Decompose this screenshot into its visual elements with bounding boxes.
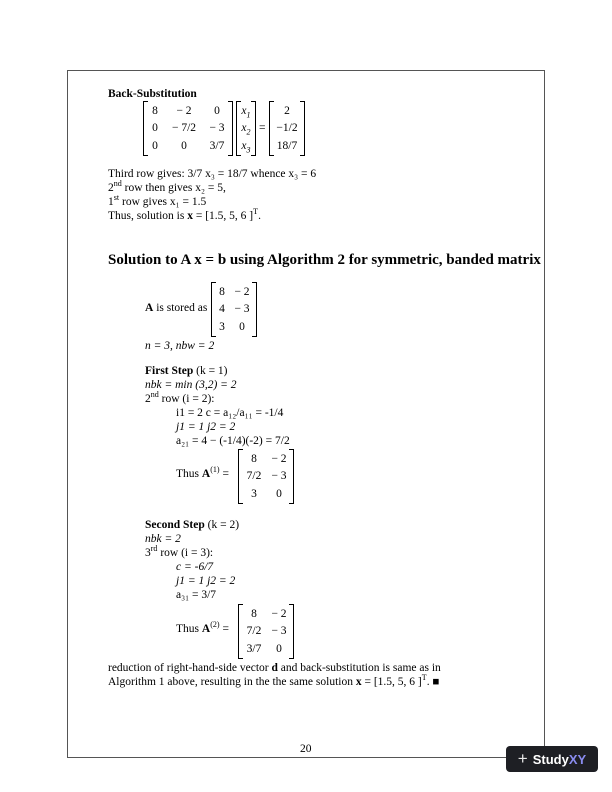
vector-x-cell: $x_1$ <box>241 105 251 120</box>
second-step-row: 3rd row (i = 3): <box>145 544 214 559</box>
first-step-row: 2nd row (i = 2): <box>145 390 215 405</box>
first-step-line3: a₂₁ = 4 − (-1/4)(-2) = 7/2 <box>176 435 290 447</box>
first-step-matrix-cell: − 3 <box>271 470 287 482</box>
back-substitution-title: Back-Substitution <box>108 88 197 100</box>
matrix-a-cell: − 7/2 <box>171 122 197 134</box>
plus-icon: + <box>517 749 528 768</box>
first-step-nbk: nbk = min (3,2) = 2 <box>145 379 237 391</box>
vector-x <box>236 101 256 156</box>
vector-b <box>269 101 305 156</box>
vector-b-cell: −1/2 <box>276 122 298 134</box>
matrix-a-cell: − 2 <box>176 105 192 117</box>
stored-matrix-cell: 4 <box>219 303 225 315</box>
stored-matrix-cell: 0 <box>239 321 245 333</box>
matrix-a-cell: 3/7 <box>209 140 225 152</box>
first-step-line1: i1 = 2 c = a₁₂/a₁₁ = -1/4 <box>176 407 284 419</box>
second-step-line1: c = -6/7 <box>176 561 214 573</box>
vector-b-cell: 18/7 <box>276 140 298 152</box>
vector-b-cell: 2 <box>284 105 290 117</box>
logo-study-text: Study <box>532 751 569 767</box>
vector-x-cell: $x_3$ <box>241 140 251 155</box>
second-row-text: 2nd row then gives x₂ = 5, <box>108 179 226 194</box>
matrix-a-cell: 0 <box>214 105 220 117</box>
page-number: 20 <box>300 743 312 755</box>
first-row-text: 1st row gives x₁ = 1.5 <box>108 193 207 208</box>
stored-as-text: A is stored as <box>145 302 208 314</box>
matrix-a <box>143 101 233 156</box>
closing-line-1: reduction of right-hand-side vector d and back-substitution is same as in <box>108 662 441 674</box>
second-step-matrix-cell: − 2 <box>271 608 287 620</box>
first-step-matrix <box>238 449 294 504</box>
third-row-text: Third row gives: 3/7 x₃ = 18/7 whence x₃ = 6 <box>108 168 317 180</box>
matrix-a-cell: 0 <box>152 122 158 134</box>
first-step-matrix-cell: 7/2 <box>246 470 262 482</box>
first-step-matrix-cell: 0 <box>276 488 282 500</box>
first-step-thus: Thus $A^{(1)}$ = <box>176 465 229 480</box>
second-step-line3: a₃₁ = 3/7 <box>176 589 217 601</box>
second-step-matrix <box>238 604 294 659</box>
matrix-a-cell: − 3 <box>209 122 225 134</box>
stored-matrix-cell: − 3 <box>234 303 250 315</box>
second-step-title: Second Step (k = 2) <box>145 519 240 531</box>
second-step-thus: Thus $A^{(2)}$ = <box>176 620 229 635</box>
closing-line-2: Algorithm 1 above, resulting in the the same solution x = [1.5, 5, 6 ]$^T$. ■ <box>108 673 440 688</box>
algorithm-2-heading: Solution to A x = b using Algorithm 2 for symmetric, banded matrix <box>108 252 541 268</box>
second-step-matrix-cell: 0 <box>276 643 282 655</box>
second-step-matrix-cell: 3/7 <box>246 643 262 655</box>
first-step-matrix-cell: 8 <box>251 453 257 465</box>
stored-matrix-cell: − 2 <box>234 286 250 298</box>
logo-xy-text: XY <box>568 751 587 767</box>
first-step-title: First Step (k = 1) <box>145 365 228 377</box>
stored-matrix <box>211 282 257 337</box>
equals-sign: = <box>259 122 266 134</box>
stored-matrix-cell: 3 <box>219 321 225 333</box>
second-step-matrix-cell: − 3 <box>271 625 287 637</box>
matrix-a-cell: 0 <box>152 140 158 152</box>
first-step-line2: j1 = 1 j2 = 2 <box>176 421 236 433</box>
stored-matrix-cell: 8 <box>219 286 225 298</box>
matrix-a-cell: 0 <box>181 140 187 152</box>
second-step-line2: j1 = 1 j2 = 2 <box>176 575 236 587</box>
studyxy-logo[interactable] <box>506 746 598 772</box>
first-step-matrix-cell: − 2 <box>271 453 287 465</box>
solution-text: Thus, solution is x = [1.5, 5, 6 ]$^T$. <box>108 207 261 222</box>
second-step-matrix-cell: 7/2 <box>246 625 262 637</box>
matrix-a-cell: 8 <box>152 105 158 117</box>
second-step-nbk: nbk = 2 <box>145 533 181 545</box>
vector-x-cell: $x_2$ <box>241 122 251 137</box>
second-step-matrix-cell: 8 <box>251 608 257 620</box>
first-step-matrix-cell: 3 <box>251 488 257 500</box>
params-text: n = 3, nbw = 2 <box>145 340 215 352</box>
